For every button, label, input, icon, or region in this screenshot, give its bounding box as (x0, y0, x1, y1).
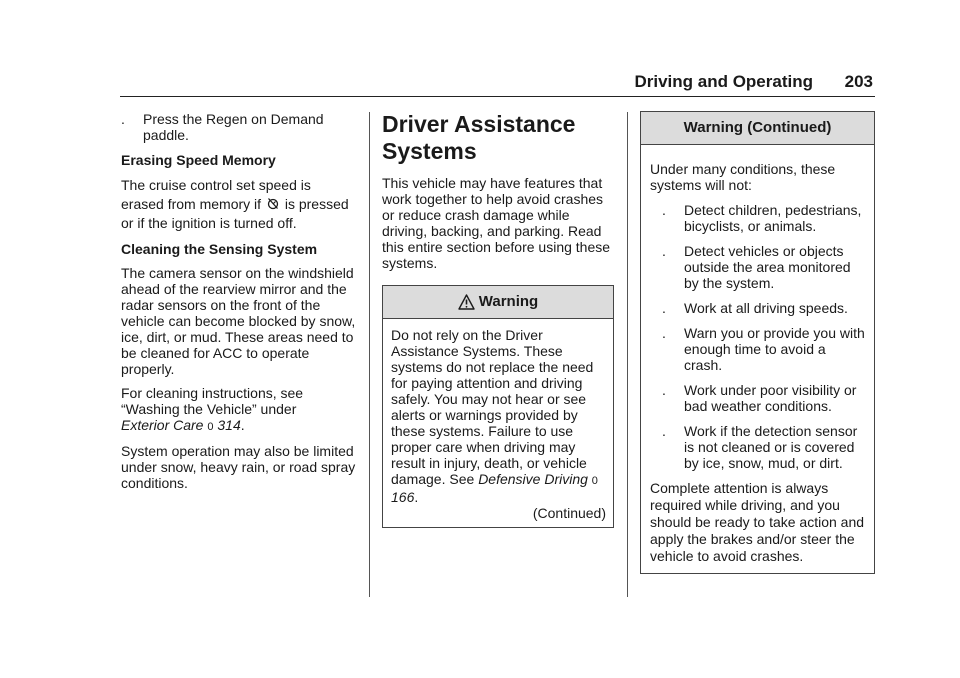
heading-line-2: Systems (382, 138, 477, 164)
warning-box (382, 285, 614, 528)
list-item (121, 111, 357, 143)
operation-paragraph: System operation may also be limited under snow, heavy rain, or road spray conditions. (121, 443, 356, 491)
section-heading (382, 111, 614, 165)
bullet-mark: . (662, 382, 666, 398)
exterior-care-link[interactable]: Exterior Care (121, 417, 204, 433)
column-2 (382, 111, 614, 528)
column-divider-1 (369, 112, 370, 597)
erasing-line-2 (121, 195, 357, 214)
column-3 (640, 111, 875, 574)
page-ref[interactable]: 314 (217, 417, 241, 433)
heading-line-1: Driver Assistance (382, 111, 576, 137)
bullet-mark: . (662, 423, 666, 439)
bullet-text: Work at all driving speeds. (684, 300, 848, 316)
page-header (120, 72, 875, 97)
list-item (650, 423, 866, 471)
bullet-mark: . (662, 325, 666, 341)
page-ref-arrow-icon: 0 (207, 421, 214, 433)
bullet-mark: . (121, 111, 125, 127)
continued-label: (Continued) (532, 505, 606, 521)
warning-continued-box (640, 111, 875, 574)
warning-triangle-icon (458, 294, 475, 310)
bullet-text: Detect children, pedestrians, bicyclists, or animals. (684, 202, 862, 234)
bullet-text: Warn you or provide you with enough time to avoid a crash. (684, 325, 865, 373)
section-title: Driving and Operating (634, 72, 813, 91)
cruise-cancel-icon (267, 197, 279, 210)
erasing-line-2-start: erased from memory if (121, 196, 262, 212)
closing-paragraph: Complete attention is always required while driving, and you should be ready to take action and apply the brakes and/or steer the vehicle to avoid crashes. (650, 480, 865, 564)
cleaning-heading: Cleaning the Sensing System (121, 241, 318, 257)
warning-title-bar (383, 286, 613, 319)
bullet-mark: . (662, 300, 666, 316)
conditions-intro: Under many conditions, these systems will not: (650, 161, 836, 193)
list-item (650, 243, 866, 291)
list-item (650, 382, 866, 414)
warning-text: Do not rely on the Driver Assistance Systems. These systems do not replace the need for paying attention and driving safely. You may not hear or see alerts or warnings provided by these systems. Failure to use proper care when driving may result in injury, death, or vehicle damage. See (391, 327, 594, 487)
erasing-paragraph (121, 176, 357, 233)
warning-title: Warning (478, 293, 539, 310)
erasing-line-3: or if the ignition is turned off. (121, 215, 297, 231)
bullet-mark: . (662, 202, 666, 218)
list-item (650, 325, 866, 373)
defensive-driving-link[interactable]: Defensive Driving (478, 471, 588, 487)
column-1 (121, 111, 357, 499)
erasing-heading: Erasing Speed Memory (121, 152, 276, 168)
bullet-text: Work under poor visibility or bad weather conditions. (684, 382, 857, 414)
cleaning-paragraph: The camera sensor on the windshield ahead of the rearview mirror and the radar sensors on the front of the vehicle can become blocked by snow, ice, dirt, or mud. These areas need to be cleaned for ACC to operate properly. (121, 265, 356, 377)
bullet-text: Press the Regen on Demand paddle. (143, 111, 324, 143)
warning-continued-title: Warning (Continued) (683, 119, 832, 136)
warning-body (383, 319, 613, 527)
ref-period: . (240, 417, 245, 433)
warning-continued-title-bar (641, 112, 874, 145)
erasing-line-2-end: is pressed (284, 196, 349, 212)
list-item (650, 300, 866, 316)
page-ref-arrow-icon: 0 (591, 475, 598, 487)
page-ref[interactable]: 166 (391, 489, 415, 505)
bullet-mark: . (662, 243, 666, 259)
erasing-line-1: The cruise control set speed is (121, 177, 311, 193)
warning-continued-body (641, 145, 874, 573)
bullet-text: Work if the detection sensor is not cleaned or is covered by ice, snow, mud, or dirt. (684, 423, 858, 471)
cleaning-reference (121, 385, 357, 435)
intro-paragraph: This vehicle may have features that work together to help avoid crashes or reduce crash damage while driving, backing, and parking. Read this entire section before using these systems. (382, 175, 611, 271)
page-number: 203 (844, 72, 873, 91)
column-divider-2 (627, 112, 628, 597)
ref-period: . (414, 489, 419, 505)
cleaning-ref-text: For cleaning instructions, see “Washing the Vehicle” under (121, 385, 304, 417)
list-item (650, 202, 866, 234)
bullet-text: Detect vehicles or objects outside the area monitored by the system. (684, 243, 851, 291)
